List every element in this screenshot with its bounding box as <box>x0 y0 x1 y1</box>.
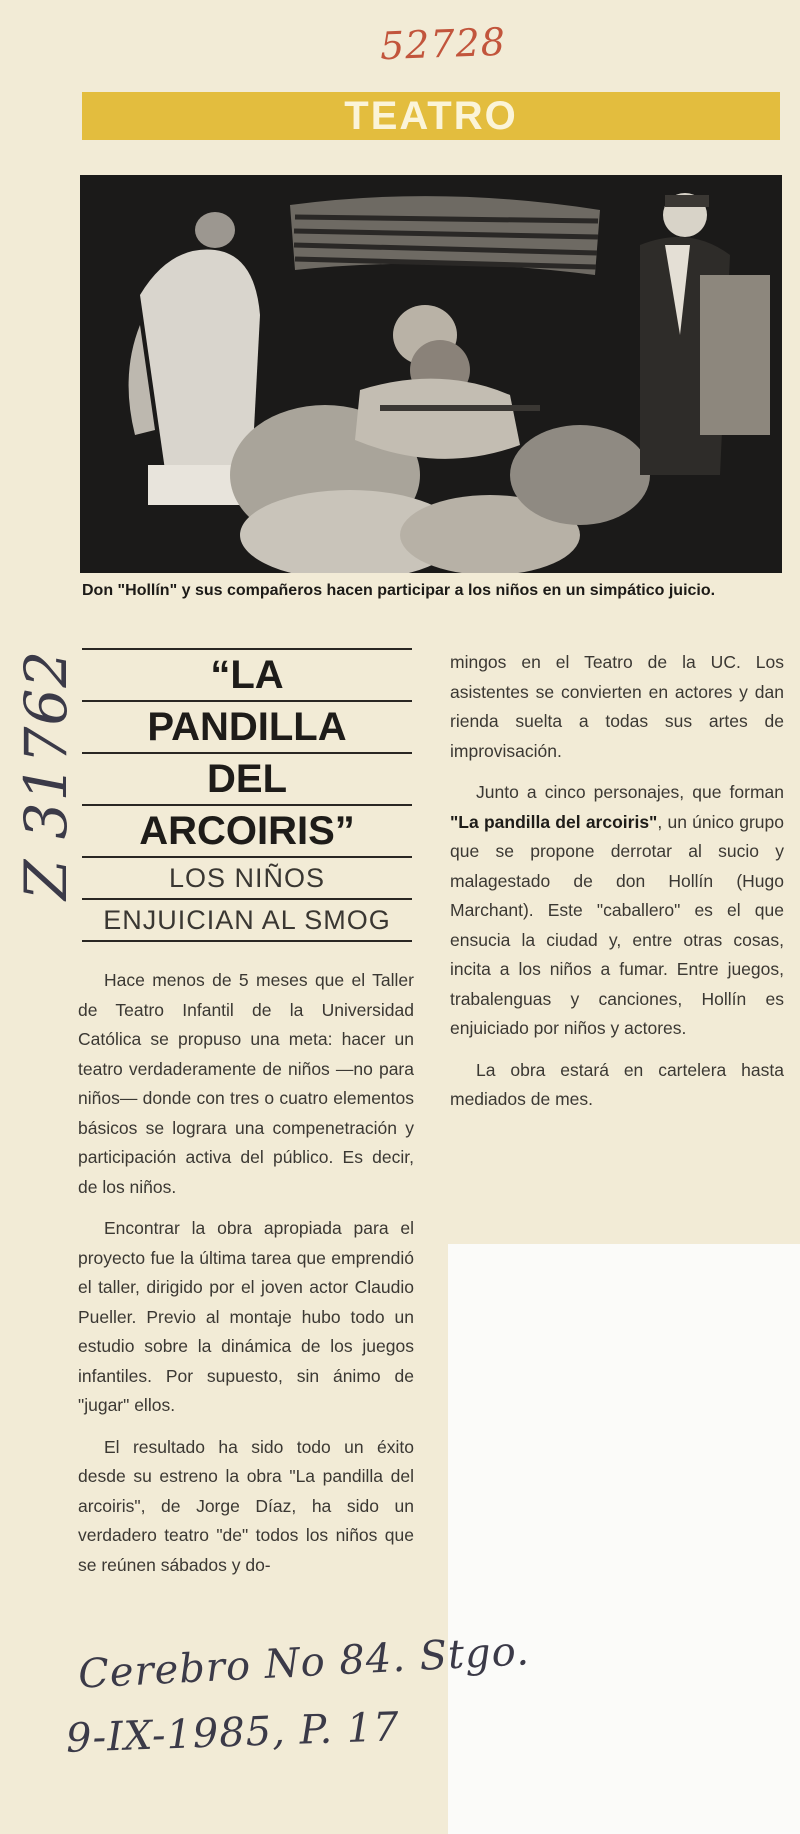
section-banner <box>82 92 780 140</box>
headline-line: “LA <box>210 653 284 697</box>
handwritten-side-number: Z 31762 <box>12 649 80 900</box>
headline-line: ARCOIRIS” <box>139 809 355 853</box>
headline-line: PANDILLA <box>147 705 347 749</box>
section-label: TEATRO <box>344 93 518 138</box>
headline-rule <box>82 940 412 942</box>
article-paragraph: La obra estará en cartelera hasta mediados de mes. <box>450 1059 784 1109</box>
blank-paper-area <box>448 1244 800 1834</box>
headline-rule <box>82 752 412 754</box>
paragraph-text: , un único grupo que se propone derrotar al sucio y malagestado de don Hollín (Hugo Marchant). Este "caballero" es el que ensucia la ciudad y, entre otras cosas, incita a los niños a fumar. Entre juegos, trabalenguas y canciones, Hollín es enjuiciado por niños y actores. <box>450 811 784 1038</box>
handwritten-archive-number: 52728 <box>379 19 507 69</box>
photo-caption: Don "Hollín" y sus compañeros hacen participar a los niños en un simpático juicio. <box>82 582 716 599</box>
headline-rule <box>82 648 412 650</box>
play-title: "La pandilla del arcoiris" <box>450 811 658 832</box>
article-headline <box>82 648 412 942</box>
article-column-right <box>450 648 784 1127</box>
handwritten-source-note: Cerebro No 84. Stgo. <box>77 1628 531 1698</box>
stage-photo-image <box>80 175 782 573</box>
article-paragraph: Hace menos de 5 meses que el Taller de Teatro Infantil de la Universidad Católica se propuso una meta: hacer un teatro verdaderamente de niños —no para niños— donde con tres o cuatro elementos básicos se lograra una compenetración y participación activa del público. Es decir, de los niños. <box>78 970 414 1197</box>
stage-photo <box>80 175 782 573</box>
article-column-left <box>78 966 414 1592</box>
subheadline-line: ENJUICIAN AL SMOG <box>103 905 391 935</box>
article-paragraph <box>450 778 784 1044</box>
subheadline-line: LOS NIÑOS <box>168 863 326 893</box>
headline-line: DEL <box>207 757 287 801</box>
headline-rule <box>82 700 412 702</box>
article-paragraph: mingos en el Teatro de la UC. Los asistentes se convierten en actores y dan rienda suelta a todas sus artes de improvisación. <box>450 652 784 761</box>
headline-rule <box>82 804 412 806</box>
article-paragraph: Encontrar la obra apropiada para el proyecto fue la última tarea que emprendió el taller, dirigido por el joven actor Claudio Pueller. Previo al montaje hubo todo un estudio sobre la dinámica de los juegos infantiles. Por supuesto, sin ánimo de "jugar" ellos. <box>78 1218 414 1415</box>
paragraph-text: Junto a cinco personajes, que forman <box>476 782 784 802</box>
article-paragraph: El resultado ha sido todo un éxito desde su estreno la obra "La pandilla del arcoiris", de Jorge Díaz, ha sido un verdadero teatro "de" todos los niños que se reúnen sábados y do- <box>78 1436 414 1575</box>
handwritten-date-note: 9-IX-1985, P. 17 <box>65 1704 401 1762</box>
